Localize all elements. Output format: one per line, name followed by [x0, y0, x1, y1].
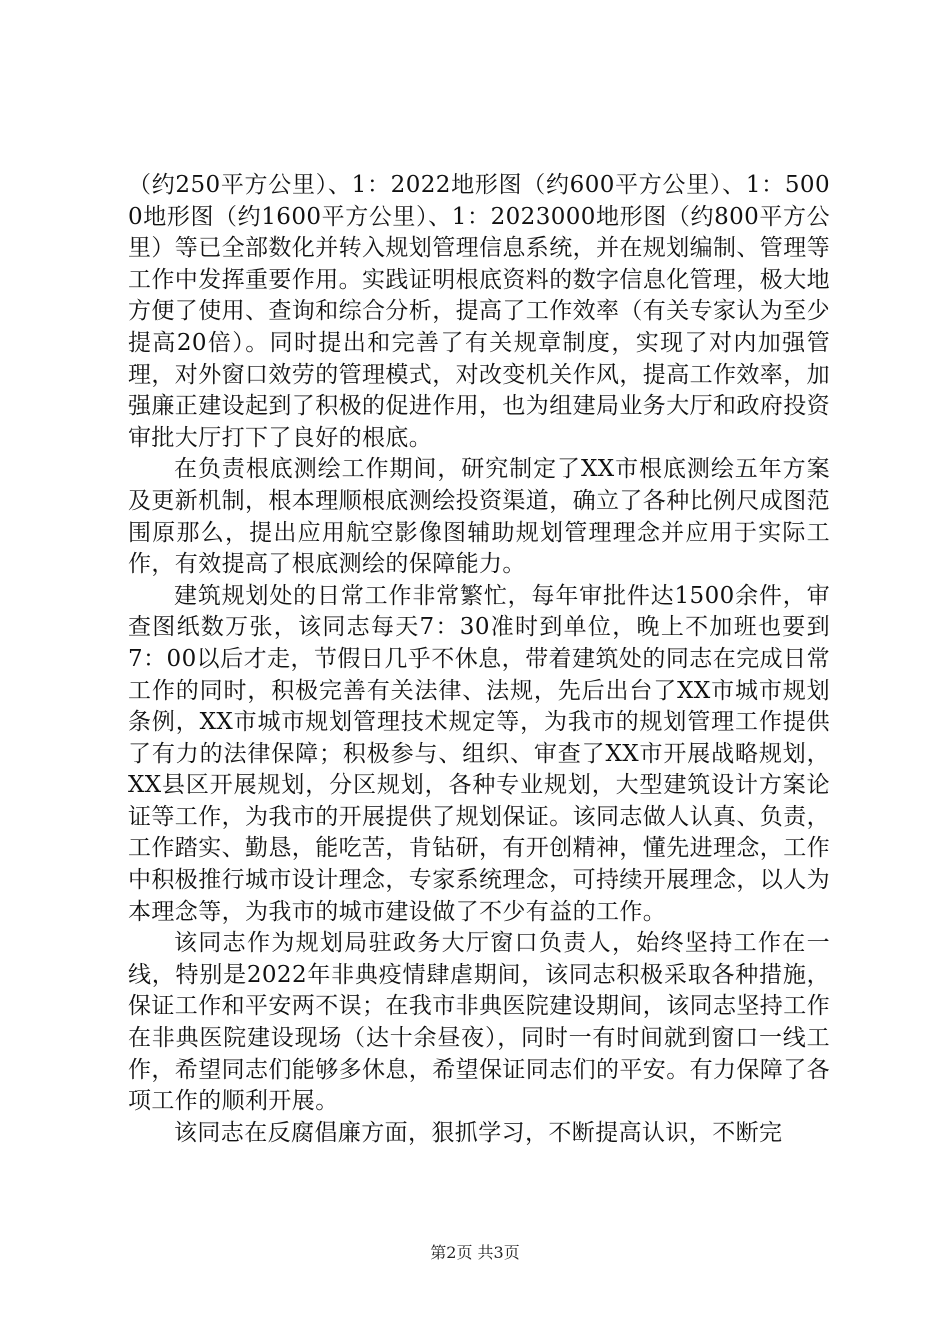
body-text: [128, 170, 830, 1149]
page-number-footer: 第2页 共3页: [430, 1243, 520, 1262]
paragraph-2: 在负责根底测绘工作期间，研究制定了XX市根底测绘五年方案及更新机制，根本理顺根底测绘投资渠道，确立了各种比例尺成图范围原那么，提出应用航空影像图辅助规划管理理念并应用于实际工作，有效提高了根底测绘的保障能力。: [128, 456, 830, 578]
paragraph-4: 该同志作为规划局驻政务大厅窗口负责人，始终坚持工作在一线，特别是2022年非典疫情肆虐期间，该同志积极采取各种措施，保证工作和平安两不误；在我市非典医院建设期间，该同志坚持工作在非典医院建设现场（达十余昼夜），同时一有时间就到窗口一线工作，希望同志们能够多休息，希望保证同志们的平安。有力保障了各项工作的顺利开展。: [128, 930, 830, 1115]
paragraph-5: 该同志在反腐倡廉方面，狠抓学习，不断提高认识，不断完: [174, 1119, 783, 1146]
paragraph-1: （约250平方公里）、1：2022地形图（约600平方公里）、1：5000地形图（约1600平方公里）、1：2023000地形图（约800平方公里）等已全部数化并转入规划管理信息系统，并在规划编制、管理等工作中发挥重要作用。实践证明根底资料的数字信息化管理，极大地方便了使用、查询和综合分析，提高了工作效率（有关专家认为至少提高20倍）。同时提出和完善了有关规章制度，实现了对内加强管理，对外窗口效劳的管理模式，对改变机关作风，提高工作效率，加强廉正建设起到了积极的促进作用，也为组建局业务大厅和政府投资审批大厅打下了良好的根底。: [128, 172, 830, 451]
paragraph-3: 建筑规划处的日常工作非常繁忙，每年审批件达1500余件，审查图纸数万张，该同志每天7：30准时到单位，晚上不加班也要到7：00以后才走，节假日几乎不休息，带着建筑处的同志在完成日常工作的同时，积极完善有关法律、法规，先后出台了XX市城市规划条例，XX市城市规划管理技术规定等，为我市的规划管理工作提供了有力的法律保障；积极参与、组织、审查了XX市开展战略规划，XX县区开展规划，分区规划，各种专业规划，大型建筑设计方案论证等工作，为我市的开展提供了规划保证。该同志做人认真、负责，工作踏实、勤恳，能吃苦，肯钻研，有开创精神，懂先进理念，工作中积极推行城市设计理念，专家系统理念，可持续开展理念，以人为本理念等，为我市的城市建设做了不少有益的工作。: [128, 582, 830, 925]
